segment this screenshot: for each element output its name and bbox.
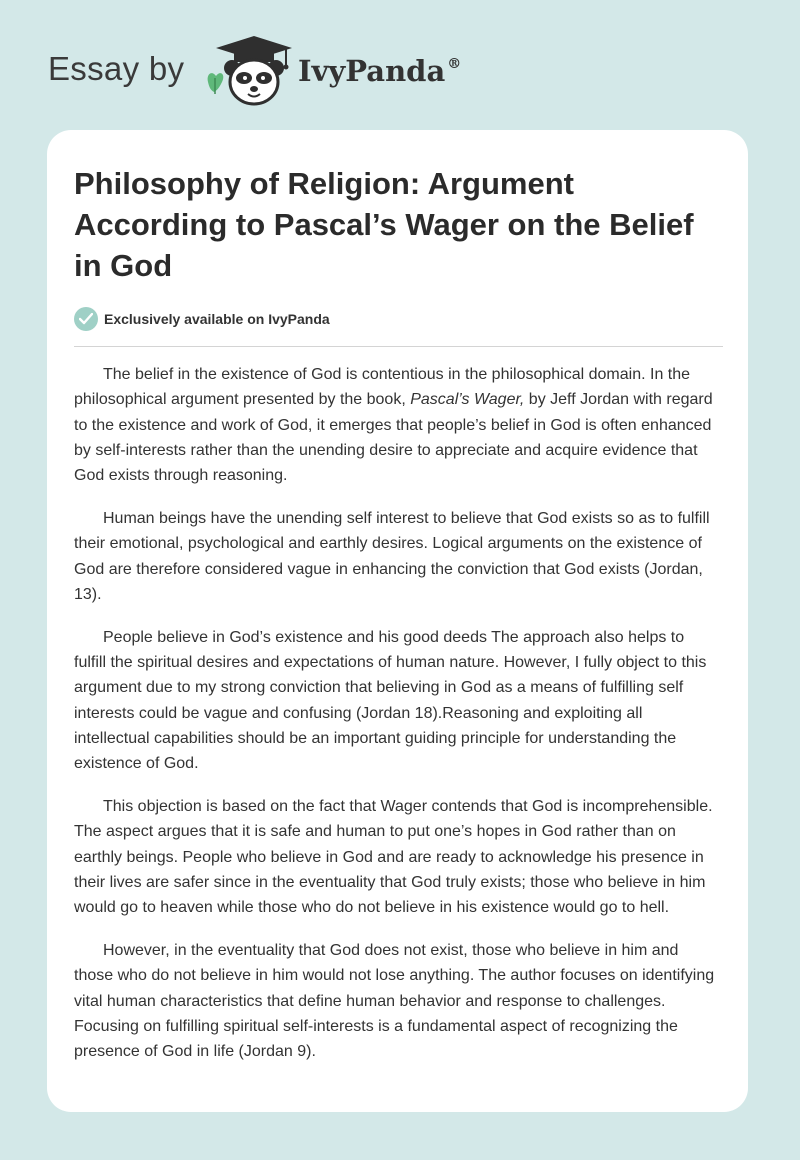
paragraph: The belief in the existence of God is contentious in the philosophical domain. In the philosophical argument presented by the book, Pascal’s Wager, by Jeff Jordan with regard to the existence and work of God, it emerges that people’s belief in God is often enhanced by self-interests rather than the unending desire to appreciate and acquire evidence that God exists through reasoning.: [74, 366, 713, 485]
essay-by-label: Essay by: [48, 50, 185, 87]
divider: [74, 346, 723, 347]
paragraph: People believe in God’s existence and his good deeds The approach also helps to fulfill the spiritual desires and expectations of human nature. However, I fully object to this argument due to my strong conviction that believing in God as a means of fulfilling self interests could be vague and confusing (Jordan 18).Reasoning and exploiting all intellectual capabilities should be an important guiding principle for understanding the existence of God.: [74, 628, 707, 773]
essay-body: [74, 362, 720, 1082]
badge-label: Exclusively available on IvyPanda: [104, 311, 330, 327]
paragraph: However, in the eventuality that God does not exist, those who believe in him and those who do not believe in him would not lose anything. The author focuses on identifying vital human characteristics that define human behavior and response to challenges. Focusing on fulfilling spiritual self-interests is a fundamental aspect of recognizing the presence of God in life (Jordan 9).: [74, 941, 715, 1061]
essay-card: [47, 130, 748, 1112]
check-circle-icon: [74, 307, 98, 331]
essay-title: Philosophy of Religion: Argument According to Pascal’s Wager on the Belief in God: [74, 166, 694, 283]
brand-name[interactable]: IvyPanda ®: [298, 54, 462, 88]
registered-mark: ®: [447, 56, 462, 72]
site-header: [48, 34, 548, 108]
ivypanda-panda-icon[interactable]: [204, 34, 294, 108]
book-title: Pascal’s Wager,: [410, 391, 525, 409]
paragraph: Human beings have the unending self interest to believe that God exists so as to fulfill their emotional, psychological and earthly desires. Logical arguments on the existence of God are therefore considered vague in enhancing the conviction that God exists (Jordan, 13).: [74, 509, 710, 603]
paragraph: This objection is based on the fact that Wager contends that God is incomprehensible. The aspect argues that it is safe and human to put one’s hopes in God rather than on earthly beings. People who believe in God and are ready to acknowledge his presence in their lives are safer since in the eventuality that God truly exists; those who believe in him would go to heaven while those who do not believe in his existence would go to hell.: [74, 797, 713, 917]
exclusive-badge: [74, 306, 330, 332]
